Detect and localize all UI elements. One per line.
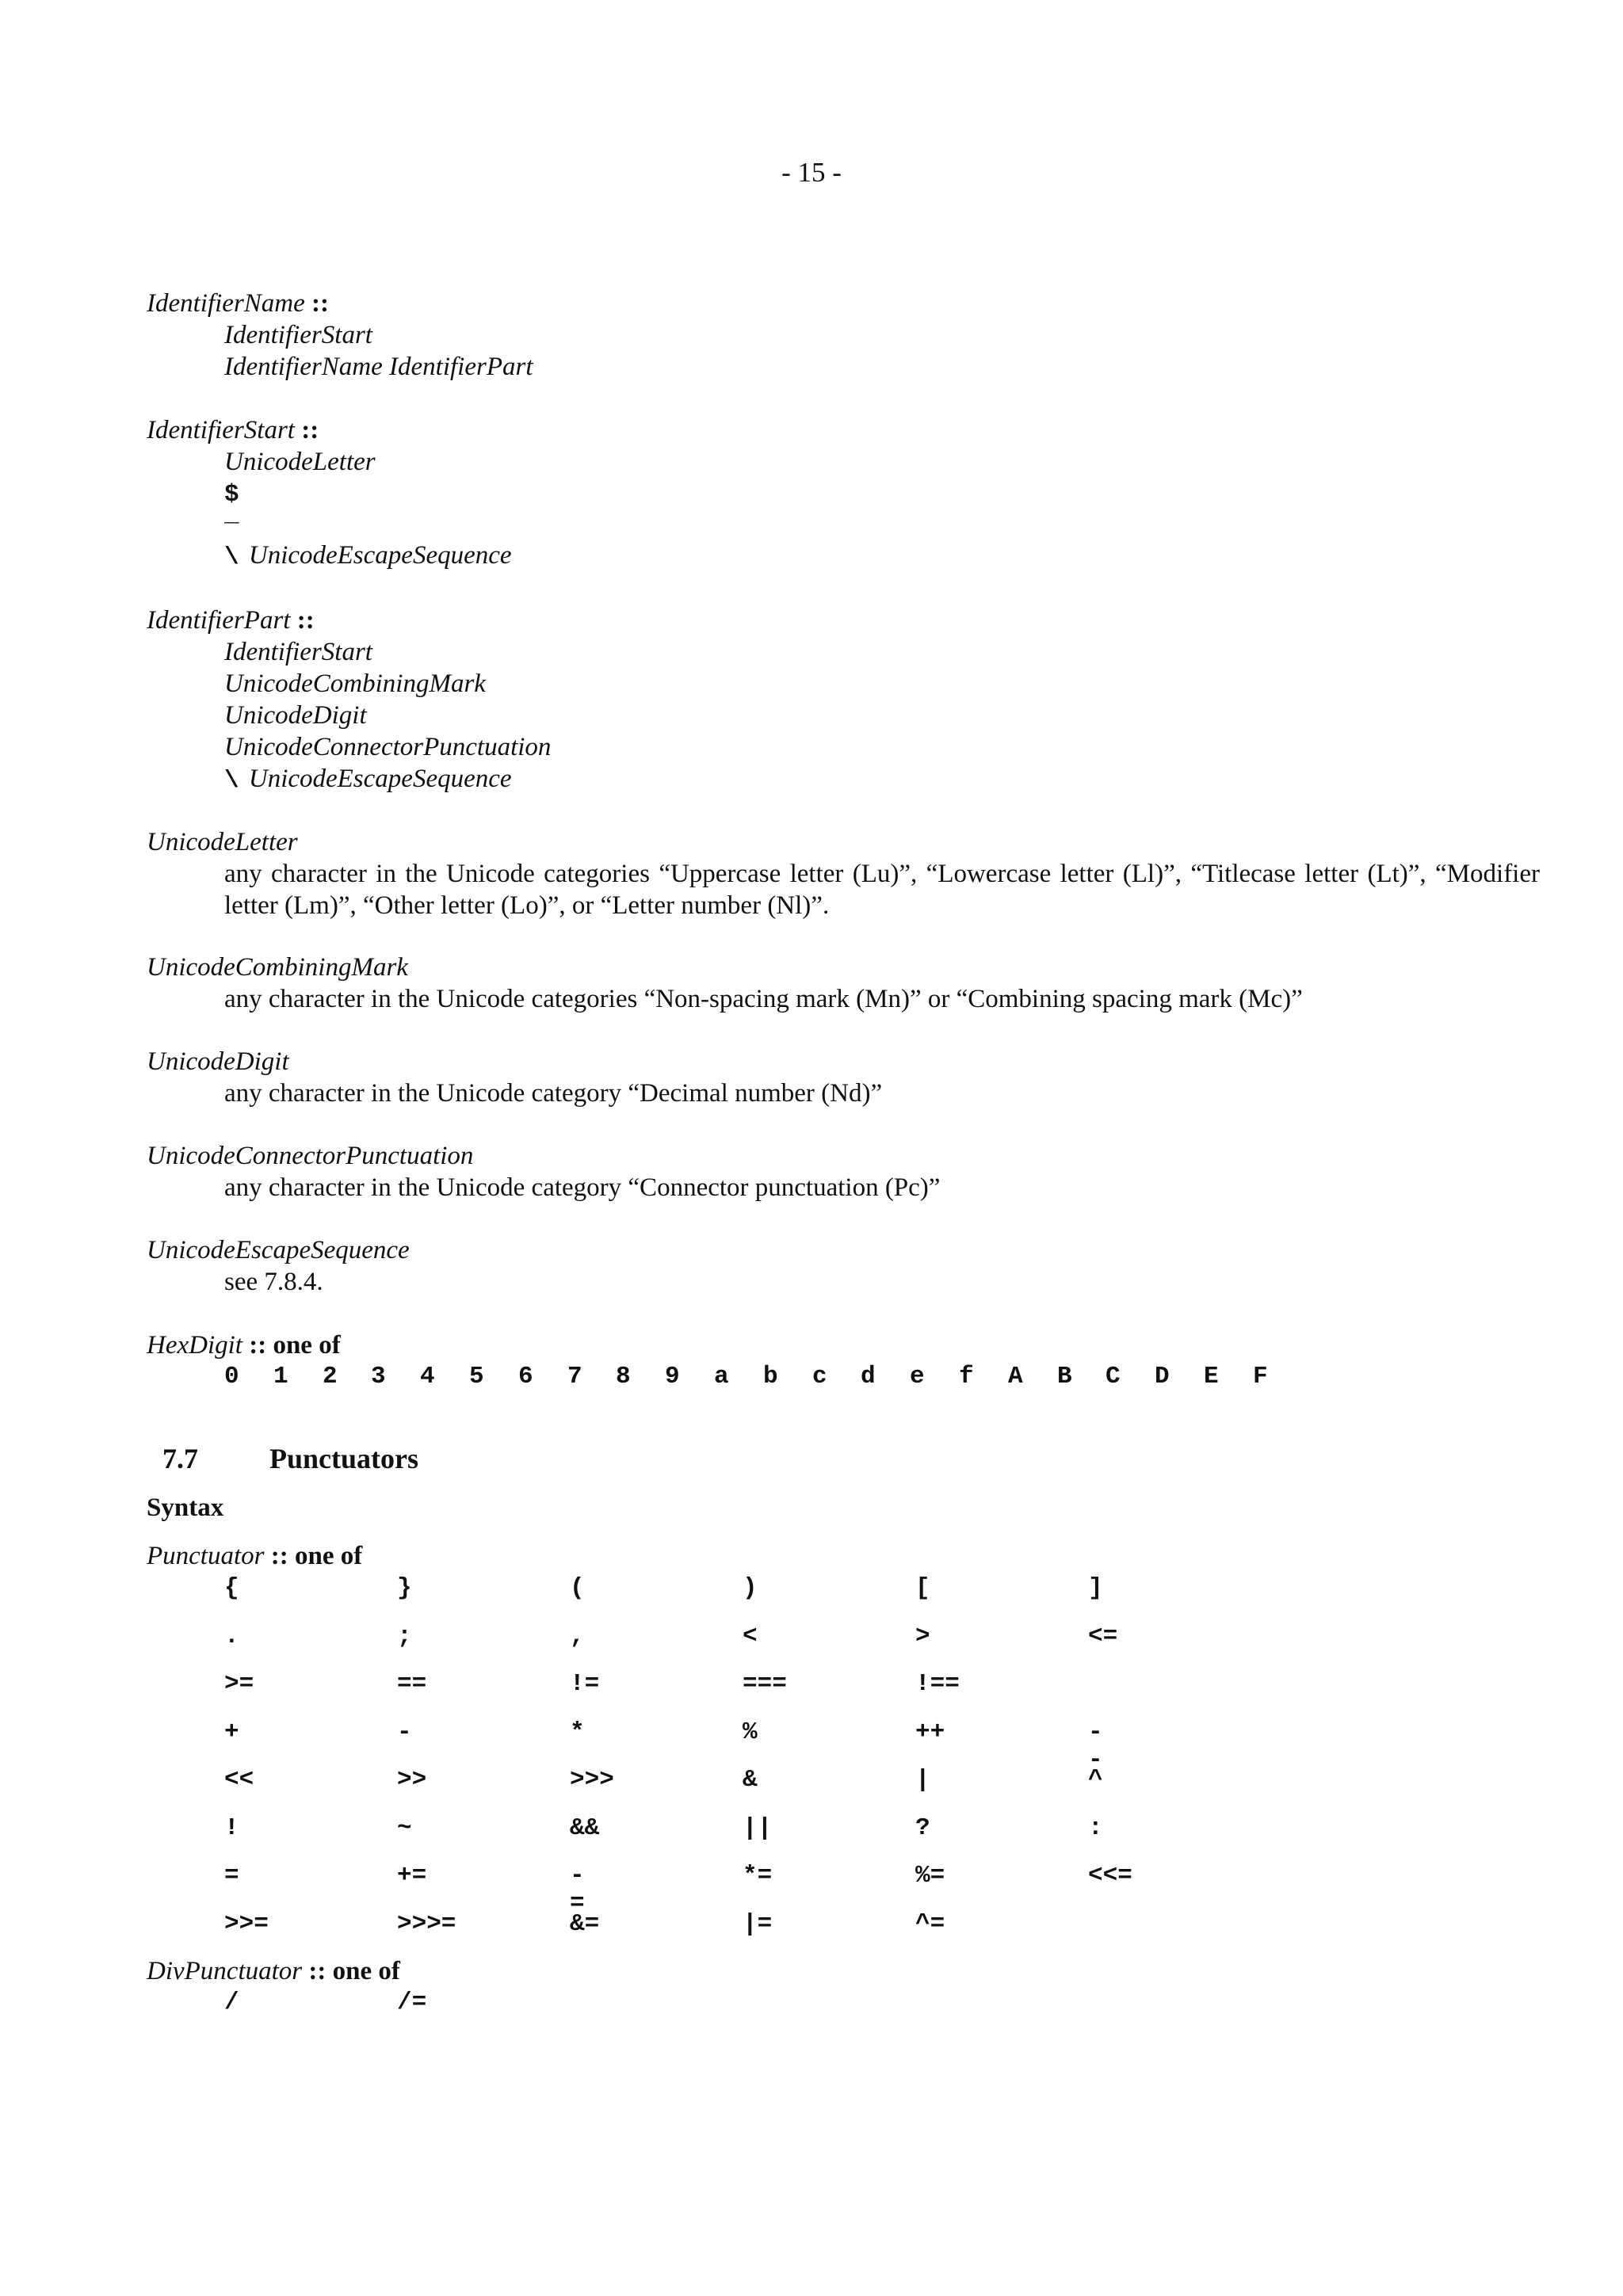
terminal-symbol: %= [915, 1862, 945, 1890]
nonterminal-name: IdentifierName [147, 289, 305, 318]
terminal-symbol: ++ [915, 1718, 945, 1746]
terminal-symbol: 5 [469, 1363, 484, 1390]
terminal-symbol: , [570, 1623, 585, 1650]
definition-term: UnicodeConnectorPunctuation [147, 1142, 474, 1170]
terminal-symbol: <<= [1088, 1862, 1132, 1890]
production-operator: :: one of [308, 1957, 400, 1985]
terminal-symbol: >> [397, 1766, 427, 1794]
nonterminal-name: UnicodeEscapeSequence [248, 541, 512, 570]
terminal-symbol: B [1057, 1363, 1072, 1390]
terminal-symbol: === [743, 1670, 787, 1698]
terminal-symbol: ? [915, 1814, 930, 1842]
section-title: Punctuators [269, 1443, 418, 1474]
production-operator: :: [296, 606, 315, 635]
terminal-symbol: 7 [567, 1363, 582, 1390]
terminal-symbol: f [959, 1363, 974, 1390]
terminal-symbol: |= [743, 1910, 773, 1938]
terminal-symbol: $ [224, 481, 239, 509]
production-alternative: UnicodeDigit [224, 701, 367, 730]
terminal-symbol: / [224, 1989, 239, 2016]
terminal-symbol: << [224, 1766, 254, 1794]
production-identifierstart-heading [147, 416, 319, 445]
definition-term: UnicodeLetter [147, 828, 298, 856]
terminal-symbol: 9 [665, 1363, 680, 1390]
terminal-symbol: - [397, 1718, 412, 1746]
terminal-symbol: e [910, 1363, 925, 1390]
terminal-symbol: \ [224, 767, 239, 795]
terminal-symbol: } [397, 1574, 412, 1602]
terminal-symbol: > [915, 1623, 930, 1650]
terminal-symbol: != [570, 1670, 600, 1698]
terminal-symbol: 1 [273, 1363, 288, 1390]
terminal-symbol: D [1155, 1363, 1170, 1390]
terminal-symbol: && [570, 1814, 600, 1842]
terminal-symbol: 2 [323, 1363, 338, 1390]
terminal-symbol: % [743, 1718, 758, 1746]
production-divpunctuator-heading [147, 1957, 400, 1986]
page-number: - 15 - [781, 157, 842, 188]
terminal-symbol: -- [1088, 1718, 1103, 1774]
production-operator: :: one of [249, 1331, 341, 1360]
nonterminal-name: UnicodeEscapeSequence [248, 765, 512, 793]
terminal-symbol: >= [224, 1670, 254, 1698]
terminal-symbol: 8 [616, 1363, 631, 1390]
terminal-symbol: \ [224, 543, 239, 571]
definition-text: see 7.8.4. [224, 1268, 323, 1296]
terminal-symbol: *= [743, 1862, 773, 1890]
terminal-symbol: + [224, 1718, 239, 1746]
terminal-symbol: C [1106, 1363, 1121, 1390]
terminal-symbol: & [743, 1766, 758, 1794]
nonterminal-name: DivPunctuator [147, 1957, 303, 1985]
section-number: 7.7 [162, 1443, 198, 1474]
terminal-symbol: == [397, 1670, 427, 1698]
production-alternative: IdentifierName IdentifierPart [224, 353, 533, 381]
definition-text: any character in the Unicode categories “Non-spacing mark (Mn)” or “Combining spacing mark (Mc)” [224, 985, 1303, 1013]
terminal-symbol: A [1008, 1363, 1023, 1390]
definition-text: any character in the Unicode category “Connector punctuation (Pc)” [224, 1173, 941, 1202]
terminal-symbol: < [743, 1623, 758, 1650]
terminal-symbol: * [570, 1718, 585, 1746]
terminal-symbol: !== [915, 1670, 960, 1698]
terminal-symbol: || [743, 1814, 773, 1842]
nonterminal-name: IdentifierStart [147, 416, 295, 444]
terminal-symbol: &= [570, 1910, 600, 1938]
terminal-symbol: . [224, 1623, 239, 1650]
definition-text: any character in the Unicode category “Decimal number (Nd)” [224, 1079, 883, 1108]
terminal-symbol: 6 [518, 1363, 533, 1390]
terminal-symbol: ) [743, 1574, 758, 1602]
terminal-symbol: b [763, 1363, 778, 1390]
terminal-symbol: <= [1088, 1623, 1118, 1650]
production-alternative: IdentifierStart [224, 638, 372, 666]
terminal-symbol: ^ [1088, 1766, 1103, 1794]
terminal-symbol: ( [570, 1574, 585, 1602]
terminal-symbol: += [397, 1862, 427, 1890]
production-identifiername-heading [147, 289, 329, 318]
terminal-symbol: _ [224, 501, 239, 528]
production-identifierpart-heading [147, 606, 315, 635]
definition-text: any character in the Unicode categories “Uppercase letter (Lu)”, “Lowercase letter (Ll)”, “Titlecase letter (Lt)”, “Modifier letter (Lm)”, “Other letter (Lo)”, or “Letter number (Nl)”. [224, 860, 1540, 920]
nonterminal-name: HexDigit [147, 1331, 242, 1360]
terminal-symbol: /= [397, 1989, 427, 2016]
terminal-symbol: ; [397, 1623, 412, 1650]
production-alternative: UnicodeCombiningMark [224, 669, 486, 698]
definition-term: UnicodeDigit [147, 1047, 289, 1076]
production-alternative: UnicodeLetter [224, 448, 376, 476]
terminal-symbol: 4 [420, 1363, 435, 1390]
production-alternative: UnicodeConnectorPunctuation [224, 733, 552, 761]
nonterminal-name: IdentifierPart [147, 606, 291, 635]
terminal-symbol: ^= [915, 1910, 945, 1938]
terminal-symbol: ] [1088, 1574, 1103, 1602]
production-operator: :: one of [270, 1542, 363, 1570]
terminal-symbol: [ [915, 1574, 930, 1602]
terminal-symbol: c [812, 1363, 827, 1390]
terminal-symbol: >>= [224, 1910, 269, 1938]
terminal-symbol: 3 [371, 1363, 386, 1390]
nonterminal-name: Punctuator [147, 1542, 265, 1570]
terminal-symbol: 0 [224, 1363, 239, 1390]
terminal-symbol: -= [570, 1862, 585, 1917]
terminal-symbol: ! [224, 1814, 239, 1842]
terminal-symbol: >>> [570, 1766, 614, 1794]
terminal-symbol: ~ [397, 1814, 412, 1842]
syntax-label: Syntax [147, 1493, 224, 1522]
production-operator: :: [301, 416, 319, 444]
terminal-symbol: >>>= [397, 1910, 456, 1938]
terminal-symbol: = [224, 1862, 239, 1890]
terminal-symbol: F [1253, 1363, 1268, 1390]
terminal-symbol: d [861, 1363, 876, 1390]
terminal-symbol: E [1204, 1363, 1219, 1390]
production-alternative-escape [224, 541, 512, 571]
terminal-symbol: { [224, 1574, 239, 1602]
production-punctuator-heading [147, 1542, 362, 1571]
production-hexdigit-heading [147, 1331, 341, 1360]
hexdigit-symbol-list [224, 1363, 1334, 1394]
production-alternative-escape [224, 765, 512, 795]
production-alternative: IdentifierStart [224, 321, 372, 349]
production-operator: :: [311, 289, 330, 318]
terminal-symbol: : [1088, 1814, 1103, 1842]
terminal-symbol: a [714, 1363, 729, 1390]
terminal-symbol: | [915, 1766, 930, 1794]
definition-term: UnicodeCombiningMark [147, 953, 408, 982]
definition-term: UnicodeEscapeSequence [147, 1236, 410, 1264]
